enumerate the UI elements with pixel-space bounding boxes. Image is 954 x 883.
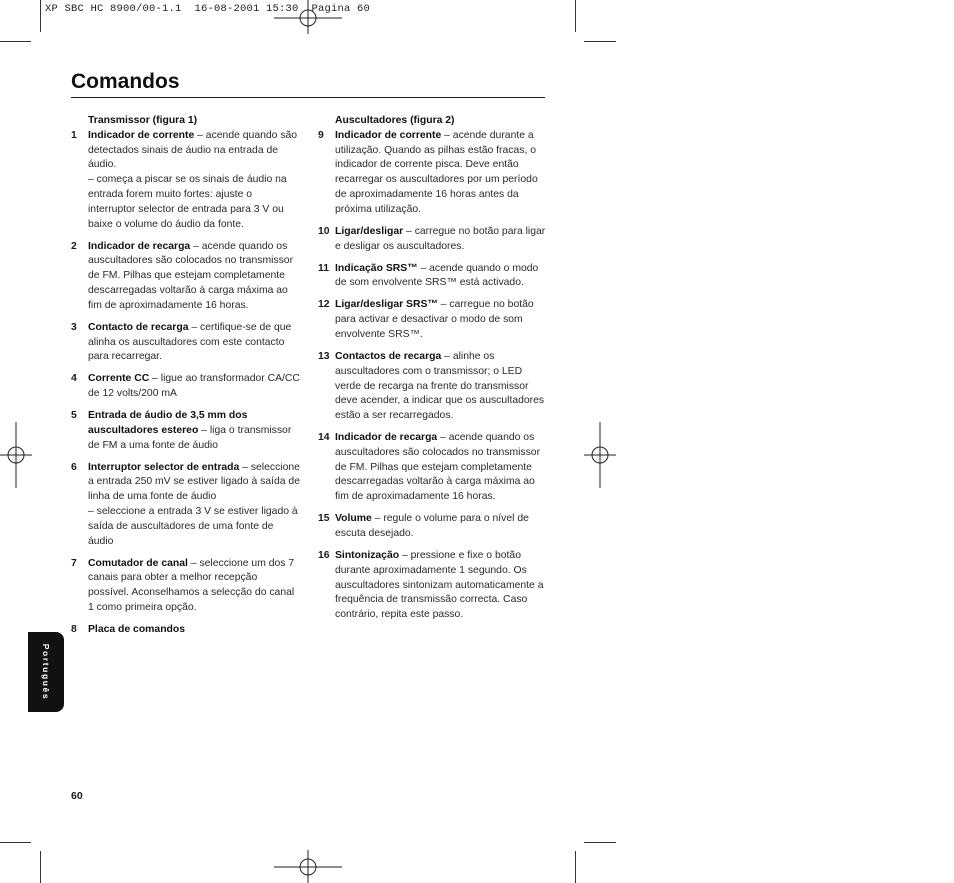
- item-number: 6: [71, 461, 77, 473]
- control-item: [71, 129, 301, 233]
- control-item: [71, 623, 301, 638]
- item-description: – regule o volume para o nível de escuta desejado.: [335, 513, 529, 540]
- item-term: Placa de comandos: [88, 624, 186, 636]
- item-number: 2: [71, 240, 77, 252]
- crop-mark-top-right-v: [575, 0, 576, 32]
- item-number: 1: [71, 129, 77, 141]
- item-description: – ligue ao transformador CA/CC de 12 volts/200 mA: [88, 373, 300, 400]
- control-item: [318, 129, 546, 218]
- control-item: [318, 350, 546, 424]
- item-number: 3: [71, 321, 77, 333]
- item-number: 8: [71, 624, 77, 636]
- item-term: Ligar/desligar SRS™: [335, 299, 438, 311]
- registration-mark-left-icon: [0, 422, 32, 488]
- item-number: 5: [71, 410, 77, 422]
- item-description: – pressione e fixe o botão durante aproximadamente 1 segundo. Os auscultadores sintonizam automaticamente a frequência de transmissão correcta. Caso contrário, repita este passo.: [335, 550, 544, 621]
- language-tab: [28, 632, 64, 712]
- crop-mark-bottom-left-h: [0, 842, 31, 843]
- control-item: [318, 549, 546, 623]
- registration-mark-top-icon: [274, 0, 342, 36]
- control-item: [71, 240, 301, 314]
- item-extra: – seleccione a entrada 3 V se estiver ligado à saída de auscultadores de uma fonte de áudio: [88, 506, 298, 547]
- control-item: [318, 512, 546, 542]
- item-number: 10: [318, 225, 330, 237]
- item-description: – acende durante a utilização. Quando as pilhas estão fracas, o indicador de corrente pisca. Deve então recarregar os auscultadores por um período de aproximadamente 16 horas antes da próxima utilização.: [335, 129, 538, 215]
- item-term: Indicação SRS™: [335, 262, 418, 274]
- control-item: [71, 321, 301, 365]
- item-description: – acende quando o modo de som envolvente SRS™ está activado.: [335, 262, 539, 289]
- crop-mark-top-right-h: [584, 41, 616, 42]
- control-item: [318, 431, 546, 505]
- control-item: [318, 225, 546, 255]
- item-number: 15: [318, 513, 330, 525]
- item-description: – acende quando são detectados sinais de áudio na entrada de áudio.: [88, 129, 298, 171]
- item-term: Indicador de recarga: [335, 432, 438, 444]
- item-term: Interruptor selector de entrada: [88, 461, 240, 473]
- section-heading-headphones: Auscultadores (figura 2): [335, 115, 455, 126]
- print-header: XP SBC HC 8900/00-1.1 16-08-2001 15:30 Pagina 60: [45, 3, 371, 15]
- item-term: Ligar/desligar: [335, 225, 404, 237]
- item-extra: – começa a piscar se os sinais de áudio na entrada forem muito fortes: ajuste o interruptor selector de entrada para 3 V ou baixe o volume do áudio da fonte.: [88, 174, 287, 230]
- control-item: [318, 298, 546, 342]
- section-heading-transmitter: Transmissor (figura 1): [88, 115, 198, 126]
- item-description: – seleccione um dos 7 canais para obter a melhor recepção possível. Aconselhamos a selecção do canal 1 como primeira opção.: [88, 557, 295, 614]
- crop-mark-bottom-right-v: [575, 851, 576, 883]
- left-column: [71, 114, 301, 645]
- crop-mark-top-left-v: [40, 0, 41, 32]
- item-description: – carregue no botão para activar e desactivar o modo de som envolvente SRS™.: [335, 299, 534, 340]
- crop-mark-bottom-right-h: [584, 842, 616, 843]
- registration-mark-right-icon: [584, 422, 616, 488]
- item-term: Indicador de recarga: [88, 240, 191, 252]
- item-term: Indicador de corrente: [335, 129, 442, 141]
- item-number: 11: [318, 262, 329, 274]
- item-number: 9: [318, 129, 324, 141]
- page-number: 60: [71, 790, 83, 802]
- item-term: Volume: [335, 513, 372, 525]
- item-number: 16: [318, 550, 330, 562]
- language-tab-label: Português: [41, 643, 51, 701]
- page-title: Comandos: [71, 70, 180, 93]
- item-term: Contacto de recarga: [88, 321, 189, 333]
- control-item: [71, 409, 301, 453]
- item-term: Sintonização: [335, 550, 400, 562]
- item-number: 7: [71, 557, 77, 569]
- control-item: [318, 262, 546, 292]
- item-description: – alinhe os auscultadores com o transmissor; o LED verde de recarga na frente do transmissor deve acender, a indicar que os auscultadores estão a ser recarregados.: [335, 350, 545, 422]
- item-description: – seleccione a entrada 250 mV se estiver ligado à saída de linha de uma fonte de áudio: [88, 461, 300, 503]
- control-item: [71, 461, 301, 550]
- item-term: Comutador de canal: [88, 557, 188, 569]
- title-divider: [71, 97, 545, 98]
- item-term: Corrente CC: [88, 373, 150, 385]
- item-description: – certifique-se de que alinha os auscultadores com este contacto para recarregar.: [88, 321, 292, 363]
- item-term: Entrada de áudio de 3,5 mm dos auscultadores estereo: [88, 410, 248, 436]
- item-term: Contactos de recarga: [335, 350, 442, 362]
- item-description: – carregue no botão para ligar e desligar os auscultadores.: [335, 225, 546, 252]
- item-number: 12: [318, 299, 330, 311]
- crop-mark-bottom-left-v: [40, 851, 41, 883]
- registration-mark-bottom-icon: [274, 850, 342, 883]
- item-number: 4: [71, 373, 77, 385]
- control-item: [71, 372, 301, 402]
- crop-mark-top-left-h: [0, 41, 31, 42]
- right-column: [318, 114, 546, 630]
- item-description: – acende quando os auscultadores são colocados no transmissor de FM. Pilhas que estejam completamente descarregadas voltarão à carga máxima ao fim de aproximadamente 16 horas.: [335, 432, 541, 503]
- item-description: – acende quando os auscultadores são colocados no transmissor de FM. Pilhas que estejam completamente descarregadas voltarão à carga máxima ao fim de aproximadamente 16 horas.: [88, 240, 294, 311]
- control-item: [71, 557, 301, 616]
- item-number: 13: [318, 350, 330, 362]
- item-description: – liga o transmissor de FM a uma fonte de áudio: [88, 424, 292, 451]
- item-number: 14: [318, 432, 330, 444]
- item-term: Indicador de corrente: [88, 129, 195, 141]
